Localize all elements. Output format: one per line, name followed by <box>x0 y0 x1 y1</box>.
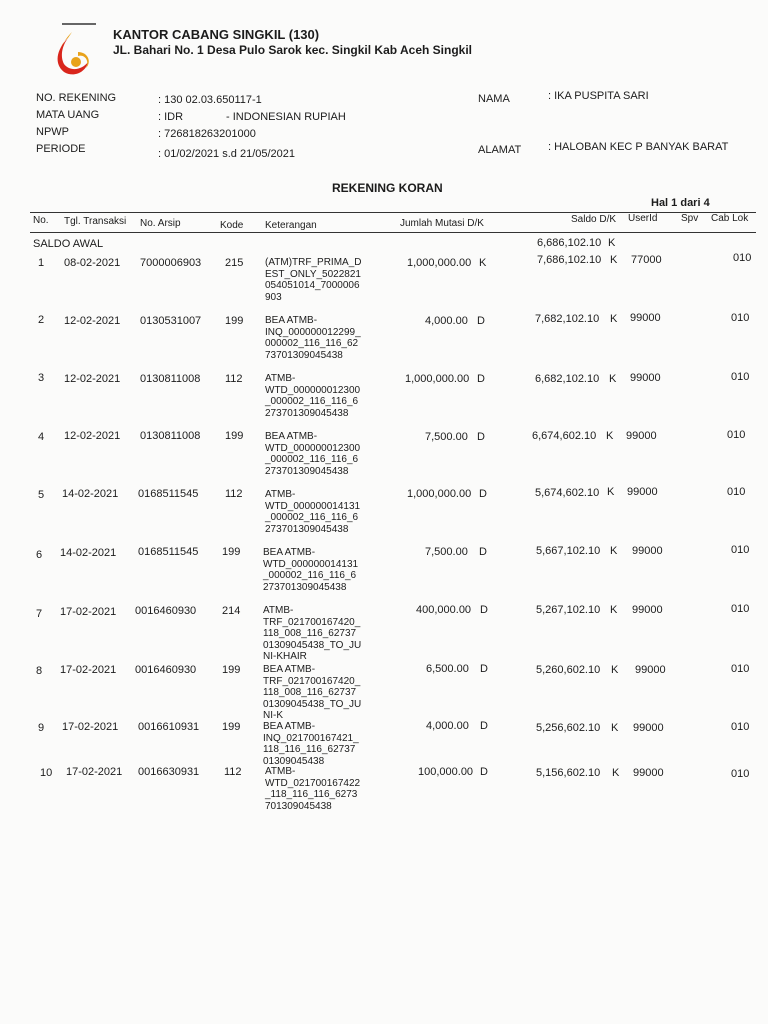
periode-label: PERIODE <box>36 143 86 155</box>
row-arsip: 0130531007 <box>140 315 202 327</box>
row-saldo-dk: K <box>606 430 614 442</box>
row-userid: 99000 <box>627 486 658 498</box>
row-mutasi-dk: D <box>480 720 488 732</box>
row-cablok: 010 <box>731 721 750 733</box>
row-keterangan: BEA ATMB- WTD_000000014131 _000002_116_116_6 273701309045438 <box>263 547 359 593</box>
row-arsip: 0016610931 <box>138 721 200 733</box>
row-mutasi-dk: D <box>477 431 485 443</box>
row-keterangan: ATMB- TRF_021700167420_ 118_008_116_62737 01309045438_TO_JU NI-KHAIR <box>263 605 362 662</box>
col-kode: Kode <box>220 220 244 231</box>
branch-title: KANTOR CABANG SINGKIL (130) <box>113 27 320 42</box>
row-no: 7 <box>36 608 43 620</box>
row-kode: 112 <box>225 373 243 385</box>
row-no: 8 <box>36 665 43 677</box>
row-userid: 99000 <box>626 430 657 442</box>
row-userid: 99000 <box>632 604 663 616</box>
row-mutasi-dk: D <box>479 546 487 558</box>
row-saldo-dk: K <box>610 313 618 325</box>
row-mutasi-dk: D <box>479 488 487 500</box>
row-saldo: 5,667,102.10 <box>536 545 601 557</box>
row-mutasi: 6,500.00 <box>426 663 469 675</box>
row-tgl: 12-02-2021 <box>64 430 121 442</box>
row-mutasi: 400,000.00 <box>416 604 472 616</box>
row-mutasi-dk: D <box>480 663 488 675</box>
no-rekening-value: : 130 02.03.650117-1 <box>158 94 262 106</box>
row-keterangan: (ATM)TRF_PRIMA_D EST_ONLY_5022821 054051014_7000006 903 <box>265 257 362 303</box>
row-mutasi: 1,000,000.00 <box>407 257 472 269</box>
row-mutasi: 1,000,000.00 <box>407 488 472 500</box>
nama-value: : IKA PUSPITA SARI <box>548 90 649 102</box>
row-mutasi: 100,000.00 <box>418 766 474 778</box>
mata-uang-desc: - INDONESIAN RUPIAH <box>226 111 346 123</box>
row-no: 10 <box>40 767 53 779</box>
row-cablok: 010 <box>727 486 746 498</box>
row-mutasi: 7,500.00 <box>425 546 468 558</box>
row-saldo-dk: K <box>610 604 618 616</box>
row-userid: 99000 <box>630 372 661 384</box>
alamat-label: ALAMAT <box>478 144 522 156</box>
npwp-value: : 726818263201000 <box>158 128 256 140</box>
row-keterangan: BEA ATMB- TRF_021700167420_ 118_008_116_62737 01309045438_TO_JU NI-K <box>263 664 362 721</box>
row-no: 2 <box>38 314 45 326</box>
row-cablok: 010 <box>731 663 750 675</box>
row-saldo-dk: K <box>610 545 618 557</box>
row-saldo: 7,682,102.10 <box>535 313 600 325</box>
row-cablok: 010 <box>731 371 750 383</box>
row-userid: 99000 <box>632 545 663 557</box>
row-saldo-dk: K <box>609 373 617 385</box>
row-keterangan: BEA ATMB- WTD_000000012300 _000002_116_116_6 273701309045438 <box>265 431 361 477</box>
row-kode: 112 <box>224 766 242 778</box>
row-mutasi: 4,000.00 <box>425 315 468 327</box>
row-tgl: 17-02-2021 <box>60 606 117 618</box>
row-cablok: 010 <box>733 252 752 264</box>
alamat-value: : HALOBAN KEC P BANYAK BARAT <box>548 141 729 153</box>
row-userid: 99000 <box>630 312 661 324</box>
row-kode: 112 <box>225 488 243 500</box>
row-keterangan: ATMB- WTD_000000014131 _000002_116_116_6 273701309045438 <box>265 489 361 535</box>
saldo-awal-dk: K <box>608 237 616 249</box>
row-saldo: 7,686,102.10 <box>537 254 602 266</box>
row-no: 9 <box>38 722 45 734</box>
periode-value: : 01/02/2021 s.d 21/05/2021 <box>158 148 296 160</box>
row-arsip: 0130811008 <box>140 373 201 385</box>
row-no: 5 <box>38 489 45 501</box>
row-mutasi: 4,000.00 <box>426 720 469 732</box>
row-tgl: 14-02-2021 <box>62 488 119 500</box>
bank-logo-icon <box>48 28 100 80</box>
row-arsip: 0130811008 <box>140 430 201 442</box>
row-mutasi-dk: D <box>477 315 485 327</box>
col-keterangan: Keterangan <box>265 220 317 231</box>
statement-title: REKENING KORAN <box>332 181 443 195</box>
row-mutasi-dk: K <box>479 257 487 269</box>
row-saldo-dk: K <box>607 486 615 498</box>
row-tgl: 08-02-2021 <box>64 257 121 269</box>
row-saldo: 5,267,102.10 <box>536 604 601 616</box>
row-tgl: 12-02-2021 <box>64 315 121 327</box>
row-arsip: 0168511545 <box>138 546 199 558</box>
row-arsip: 7000006903 <box>140 257 202 269</box>
row-keterangan: BEA ATMB- INQ_000000012299_ 000002_116_116_62 73701309045438 <box>265 315 361 361</box>
row-saldo: 5,674,602.10 <box>535 487 600 499</box>
row-saldo-dk: K <box>611 722 619 734</box>
row-saldo: 6,682,102.10 <box>535 373 600 385</box>
row-kode: 199 <box>225 315 244 327</box>
col-userid: UserId <box>628 213 658 224</box>
row-kode: 214 <box>222 605 241 617</box>
page-indicator: Hal 1 dari 4 <box>651 197 710 209</box>
row-kode: 199 <box>222 546 241 558</box>
row-tgl: 17-02-2021 <box>62 721 119 733</box>
row-no: 6 <box>36 549 43 561</box>
row-cablok: 010 <box>731 768 750 780</box>
row-arsip: 0168511545 <box>138 488 199 500</box>
row-userid: 77000 <box>631 254 662 266</box>
mata-uang-value: : IDR <box>158 111 184 123</box>
row-tgl: 17-02-2021 <box>60 664 117 676</box>
nama-label: NAMA <box>478 93 510 105</box>
row-no: 3 <box>38 372 45 384</box>
row-no: 1 <box>38 257 45 269</box>
row-cablok: 010 <box>727 429 746 441</box>
col-spv: Spv <box>681 213 699 224</box>
row-mutasi-dk: D <box>480 766 488 778</box>
row-userid: 99000 <box>633 722 664 734</box>
col-no: No. <box>33 215 49 226</box>
logo-line <box>62 23 96 25</box>
saldo-awal-label: SALDO AWAL <box>33 238 104 250</box>
row-saldo-dk: K <box>612 767 620 779</box>
branch-address: JL. Bahari No. 1 Desa Pulo Sarok kec. Singkil Kab Aceh Singkil <box>113 43 473 57</box>
row-tgl: 12-02-2021 <box>64 373 121 385</box>
row-saldo: 5,260,602.10 <box>536 664 601 676</box>
row-saldo-dk: K <box>611 664 619 676</box>
row-keterangan: BEA ATMB- INQ_021700167421_ 118_116_116_62737 01309045438 <box>263 721 359 767</box>
col-cablok: Cab Lok <box>711 213 749 224</box>
row-userid: 99000 <box>633 767 664 779</box>
saldo-awal-value: 6,686,102.10 <box>537 237 602 249</box>
row-mutasi-dk: D <box>480 604 488 616</box>
no-rekening-label: NO. REKENING <box>36 92 117 104</box>
row-mutasi: 1,000,000.00 <box>405 373 470 385</box>
col-mutasi: Jumlah Mutasi D/K <box>400 218 484 229</box>
row-tgl: 17-02-2021 <box>66 766 123 778</box>
row-cablok: 010 <box>731 603 750 615</box>
row-arsip: 0016460930 <box>135 605 197 617</box>
row-saldo: 5,156,602.10 <box>536 767 601 779</box>
row-cablok: 010 <box>731 312 750 324</box>
row-userid: 99000 <box>635 664 666 676</box>
row-no: 4 <box>38 431 45 443</box>
npwp-label: NPWP <box>36 126 69 138</box>
row-kode: 199 <box>225 430 244 442</box>
row-tgl: 14-02-2021 <box>60 547 117 559</box>
row-saldo-dk: K <box>610 254 618 266</box>
row-mutasi-dk: D <box>477 373 485 385</box>
row-arsip: 0016630931 <box>138 766 200 778</box>
row-kode: 199 <box>222 664 241 676</box>
row-kode: 215 <box>225 257 244 269</box>
col-tgl: Tgl. Transaksi <box>64 216 127 227</box>
row-cablok: 010 <box>731 544 750 556</box>
col-arsip: No. Arsip <box>140 218 181 229</box>
row-arsip: 0016460930 <box>135 664 197 676</box>
row-saldo: 6,674,602.10 <box>532 430 597 442</box>
mata-uang-label: MATA UANG <box>36 109 100 121</box>
row-mutasi: 7,500.00 <box>425 431 468 443</box>
header-rule-bottom <box>30 232 756 233</box>
col-saldo: Saldo D/K <box>571 214 617 225</box>
row-kode: 199 <box>222 721 241 733</box>
row-keterangan: ATMB- WTD_000000012300 _000002_116_116_6 273701309045438 <box>265 373 361 419</box>
row-keterangan: ATMB- WTD_021700167422 _118_116_116_6273 701309045438 <box>265 766 361 812</box>
row-saldo: 5,256,602.10 <box>536 722 601 734</box>
